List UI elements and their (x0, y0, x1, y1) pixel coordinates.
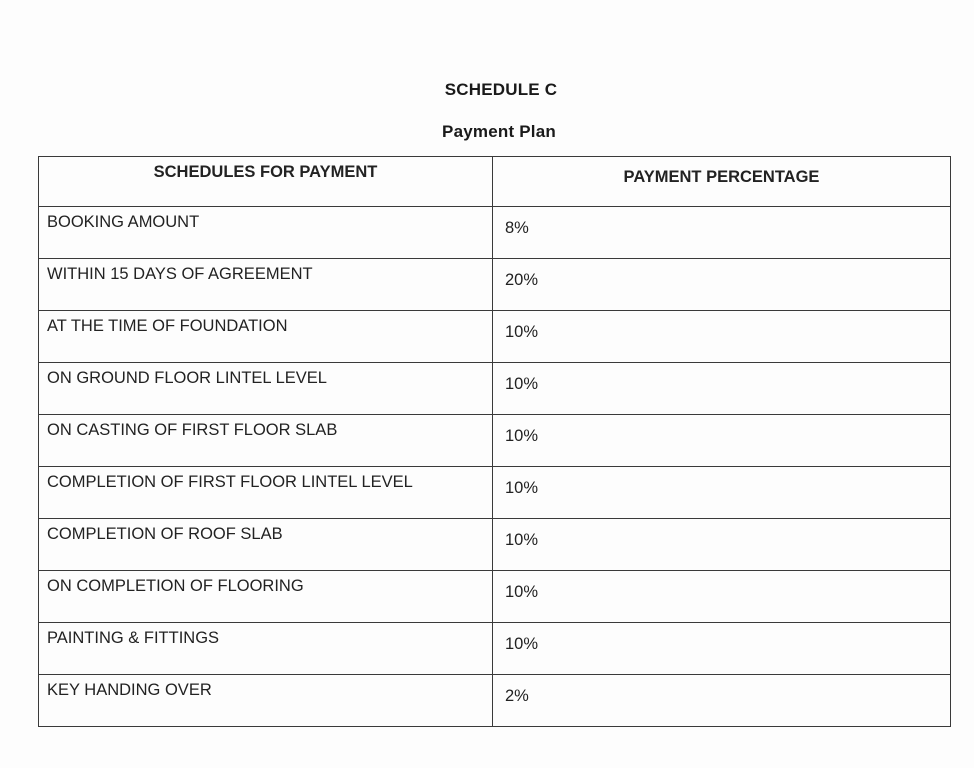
document-subheading: Payment Plan (442, 122, 556, 141)
schedule-cell: WITHIN 15 DAYS OF AGREEMENT (39, 259, 493, 311)
document-heading: SCHEDULE C (444, 80, 558, 99)
percentage-cell: 20% (493, 259, 951, 311)
percentage-cell: 2% (493, 675, 951, 727)
percentage-cell: 10% (493, 519, 951, 571)
table-row (39, 363, 951, 415)
column-header-schedule: SCHEDULES FOR PAYMENT (39, 157, 493, 207)
schedule-cell: ON CASTING OF FIRST FLOOR SLAB (39, 415, 493, 467)
percentage-cell: 10% (493, 623, 951, 675)
percentage-cell: 10% (493, 363, 951, 415)
table-row (39, 311, 951, 363)
table-row (39, 571, 951, 623)
percentage-cell: 10% (493, 311, 951, 363)
schedule-cell: ON GROUND FLOOR LINTEL LEVEL (39, 363, 493, 415)
schedule-cell: COMPLETION OF ROOF SLAB (39, 519, 493, 571)
column-header-percentage: PAYMENT PERCENTAGE (493, 157, 951, 207)
table-header-row (39, 157, 951, 207)
schedule-cell: KEY HANDING OVER (39, 675, 493, 727)
schedule-cell: PAINTING & FITTINGS (39, 623, 493, 675)
percentage-cell: 10% (493, 467, 951, 519)
table-row (39, 415, 951, 467)
table-row (39, 519, 951, 571)
schedule-cell: BOOKING AMOUNT (39, 207, 493, 259)
table-row (39, 623, 951, 675)
schedule-cell: ON COMPLETION OF FLOORING (39, 571, 493, 623)
percentage-cell: 8% (493, 207, 951, 259)
schedule-cell: COMPLETION OF FIRST FLOOR LINTEL LEVEL (39, 467, 493, 519)
percentage-cell: 10% (493, 571, 951, 623)
payment-plan-table (38, 156, 951, 727)
schedule-cell: AT THE TIME OF FOUNDATION (39, 311, 493, 363)
table-row (39, 259, 951, 311)
table-row (39, 467, 951, 519)
percentage-cell: 10% (493, 415, 951, 467)
table-row (39, 207, 951, 259)
table-row (39, 675, 951, 727)
